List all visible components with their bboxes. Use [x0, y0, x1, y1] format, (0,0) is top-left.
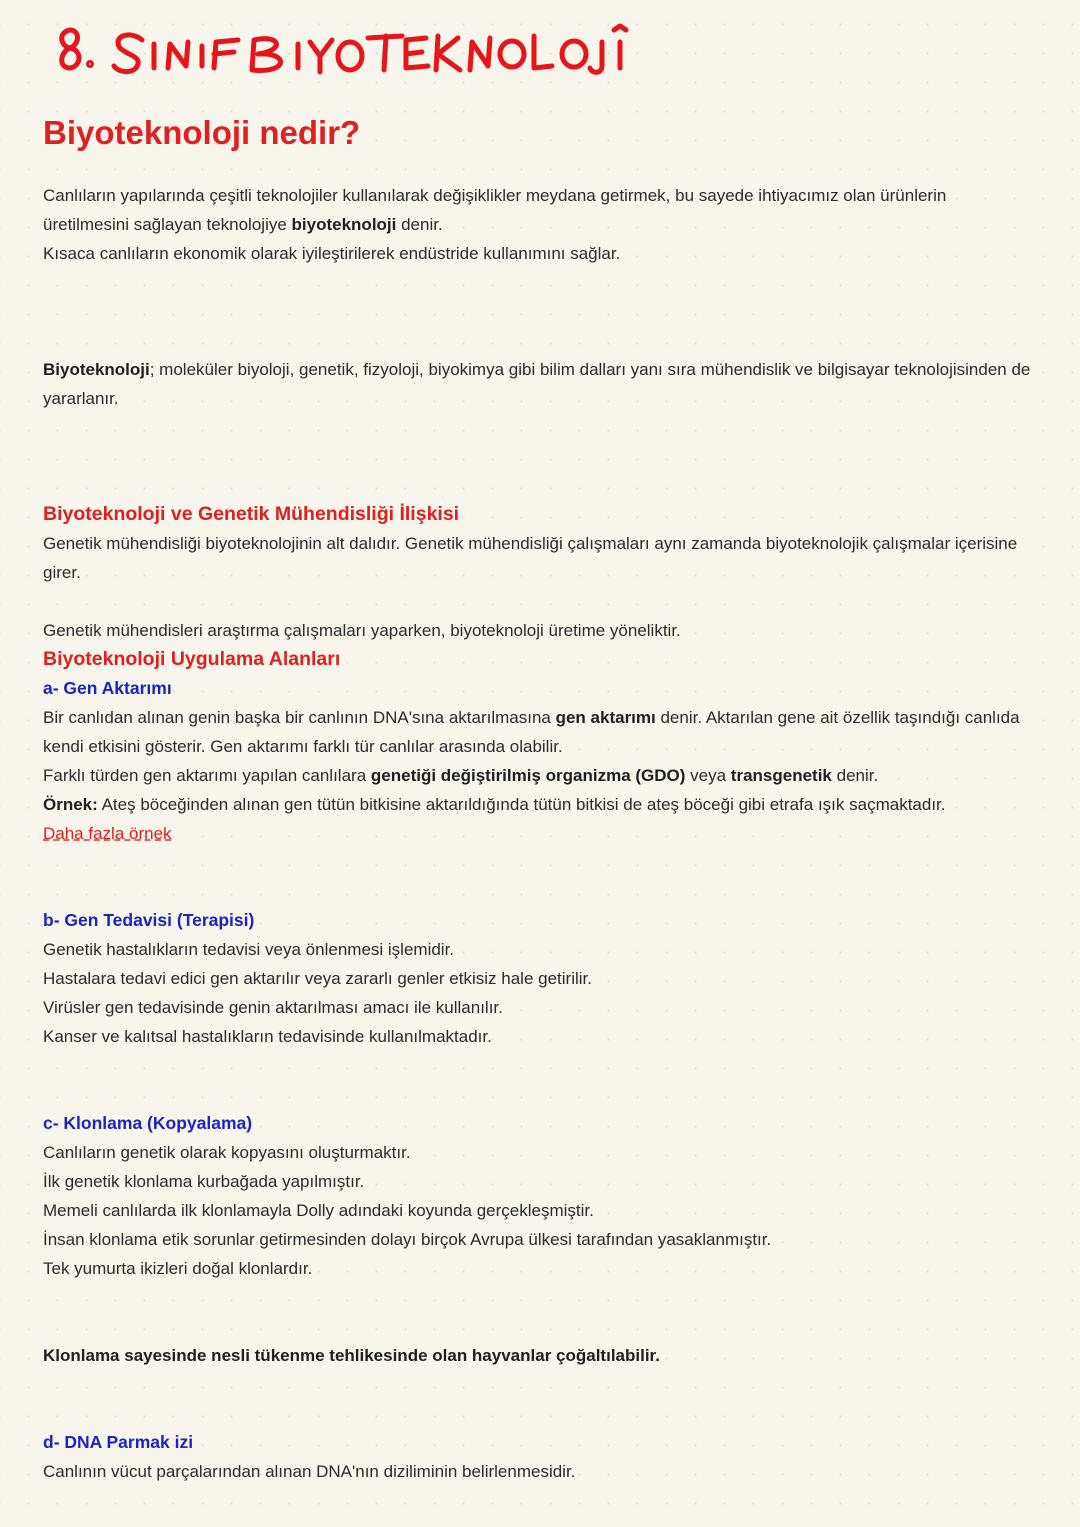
- gene-transfer-definition: [43, 703, 1033, 761]
- relation-heading: Biyoteknoloji ve Genetik Mühendisliği İlişkisi: [43, 503, 460, 525]
- gene-transfer-example: [43, 790, 1033, 819]
- document-body: [43, 108, 1033, 1486]
- gene-therapy-line: Genetik hastalıkların tedavisi veya önlenmesi işlemidir.: [43, 940, 455, 959]
- handwritten-title: [54, 22, 634, 82]
- relation-paragraph-2: Genetik mühendisleri araştırma çalışmaları yaparken, biyoteknoloji üretime yöneliktir.: [43, 621, 681, 640]
- cloning-note: [43, 1341, 1033, 1370]
- gene-therapy-line: Hastalara tedavi edici gen aktarılır veya zararlı genler etkisiz hale getirilir.: [43, 969, 592, 988]
- gmo-term: genetiği değiştirilmiş organizma (GDO): [370, 766, 686, 785]
- cloning-heading: c- Klonlama (Kopyalama): [43, 1113, 253, 1133]
- intro-fields-text: ; moleküler biyoloji, genetik, fizyoloji, biyokimya gibi bilim dalları yanı sıra mühendislik ve bilgisayar teknolojisinden de yararlanır.: [43, 360, 1031, 408]
- intro-fields-term: Biyoteknoloji: [43, 360, 150, 379]
- gmo-text-c: denir.: [831, 766, 879, 785]
- gene-therapy-line: Kanser ve kalıtsal hastalıkların tedavisinde kullanılmaktadır.: [43, 1027, 492, 1046]
- cloning-line: Tek yumurta ikizleri doğal klonlardır.: [43, 1259, 313, 1278]
- intro-fields: [43, 355, 1033, 413]
- intro-def-text-a: Canlıların yapılarında çeşitli teknolojiler kullanılarak değişiklikler meydana getirmek, bu sayede ihtiyacımız olan ürünlerin üretilmesini sağlayan teknolojiye: [43, 186, 947, 234]
- gmo-text-a: Farklı türden gen aktarımı yapılan canlılara: [43, 766, 371, 785]
- page-title: Biyoteknoloji nedir?: [43, 114, 361, 151]
- intro-def-term: biyoteknoloji: [291, 215, 397, 234]
- cloning-line: Canlıların genetik olarak kopyasını oluşturmaktır.: [43, 1143, 411, 1162]
- intro-summary: Kısaca canlıların ekonomik olarak iyileştirilerek endüstride kullanımını sağlar.: [43, 244, 621, 263]
- intro-def-text-b: denir.: [396, 215, 443, 234]
- intro-definition: [43, 181, 1033, 239]
- example-label: Örnek:: [43, 795, 98, 814]
- dna-fingerprint-line: Canlının vücut parçalarından alınan DNA'nın diziliminin belirlenmesidir.: [43, 1462, 576, 1481]
- gene-transfer-heading: a- Gen Aktarımı: [43, 678, 172, 698]
- gene-therapy-heading: b- Gen Tedavisi (Terapisi): [43, 910, 255, 930]
- more-examples-link[interactable]: Daha fazla örnek: [43, 824, 172, 843]
- gene-transfer-text-a: Bir canlıdan alınan genin başka bir canlının DNA'sına aktarılmasına: [43, 708, 556, 727]
- cloning-line: İlk genetik klonlama kurbağada yapılmıştır.: [43, 1172, 365, 1191]
- relation-paragraph-1: Genetik mühendisliği biyoteknolojinin alt dalıdır. Genetik mühendisliği çalışmaları aynı zamanda biyoteknolojik çalışmalar içerisine girer.: [43, 534, 1018, 582]
- cloning-line: Memeli canlılarda ilk klonlamayla Dolly adındaki koyunda gerçekleşmiştir.: [43, 1201, 594, 1220]
- transgenetic-term: transgenetik: [730, 766, 832, 785]
- gmo-definition: [43, 761, 1033, 790]
- gmo-text-b: veya: [685, 766, 731, 785]
- cloning-note-text: Klonlama sayesinde nesli tükenme tehlikesinde olan hayvanlar çoğaltılabilir.: [43, 1346, 660, 1365]
- handwritten-title-drawing: [54, 22, 634, 82]
- dna-fingerprint-heading: d- DNA Parmak izi: [43, 1432, 194, 1452]
- example-text: Ateş böceğinden alınan gen tütün bitkisine aktarıldığında tütün bitkisi de ateş böceği gibi etrafa ışık saçmaktadır.: [97, 795, 946, 814]
- gene-transfer-term: gen aktarımı: [555, 708, 656, 727]
- gene-transfer-text-b: denir. Aktarılan gene ait özellik taşındığı canlıda kendi etkisini gösterir. Gen aktarımı farklı tür canlılar arasında olabilir.: [43, 708, 1020, 756]
- cloning-line: İnsan klonlama etik sorunlar getirmesinden dolayı birçok Avrupa ülkesi tarafından yasaklanmıştır.: [43, 1230, 772, 1249]
- applications-heading: Biyoteknoloji Uygulama Alanları: [43, 648, 341, 670]
- gene-therapy-line: Virüsler gen tedavisinde genin aktarılması amacı ile kullanılır.: [43, 998, 503, 1017]
